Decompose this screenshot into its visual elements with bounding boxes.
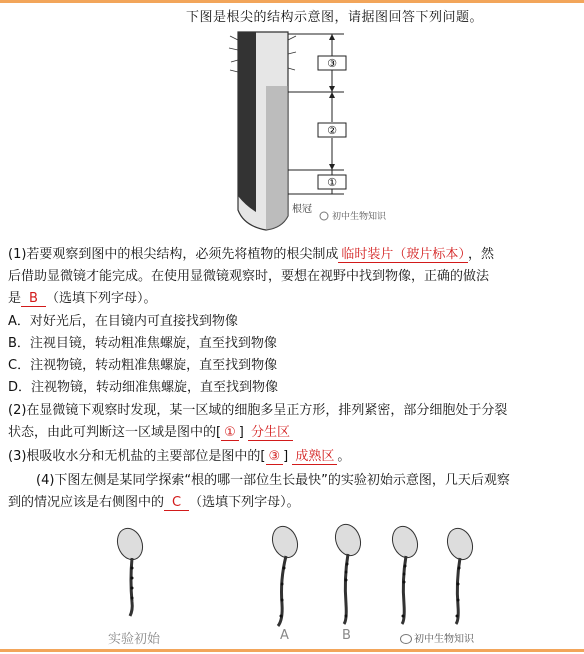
q2-bracket: ]: [238, 425, 244, 440]
q2-line2: [8, 422, 293, 444]
q4-answer: C: [164, 495, 189, 511]
q1-option-a: A．对好光后，在目镜内可直接找到物像: [8, 314, 238, 329]
seedling-c: [388, 523, 421, 624]
intro-text: 下图是根尖的结构示意图，请据图回答下列问题。: [186, 10, 484, 25]
q1-line3: [8, 288, 156, 310]
q2-line2-text: 状态，由此可判断这一区域是图中的[: [8, 425, 222, 440]
q4-line2-end: （选填下列字母）。: [189, 495, 300, 510]
q2-answer: 分生区: [248, 425, 293, 441]
q1-answer2: B: [21, 291, 46, 307]
q2-num: ①: [221, 425, 239, 441]
top-border: [0, 0, 584, 3]
q4-line1: (4)下图左侧是某同学探索“根的哪一部位生长最快”的实验初始示意图，几天后观察: [36, 473, 510, 488]
q1-option-d: D．注视物镜，转动细准焦螺旋，直至找到物像: [8, 380, 279, 395]
q4-line2-text: 到的情况应该是右侧图中的: [8, 495, 165, 510]
q1-line2: 后借助显微镜才能完成。在使用显微镜观察时，要想在视野中找到物像，正确的做法: [8, 269, 490, 284]
q1-option-b: B．注视目镜，转动粗准焦螺旋，直至找到物像: [8, 336, 277, 351]
seedlings-figure: [100, 520, 530, 650]
q1-line1: [8, 244, 494, 266]
q4-line2: [8, 492, 300, 514]
caption-b: B: [342, 628, 351, 643]
q3-answer: 成熟区: [292, 449, 337, 465]
root-shade: [266, 86, 288, 230]
seedling-b: [331, 521, 364, 624]
watermark-logo-icon: [400, 634, 412, 644]
label-1: ①: [327, 176, 337, 189]
q1-option-c: C．注视物镜，转动粗准焦螺旋，直至找到物像: [8, 358, 278, 373]
root-tip-diagram: [226, 26, 416, 234]
seedlings-watermark-text: 初中生物知识: [414, 634, 474, 645]
seedling-d: [443, 525, 476, 624]
seedlings-watermark: [400, 630, 474, 645]
caption-initial: 实验初始: [108, 632, 161, 647]
label-2: ②: [327, 124, 337, 137]
q3-end: 。: [337, 449, 351, 464]
q3-text: (3)根吸收水分和无机盐的主要部位是图中的[: [8, 449, 266, 464]
q1-line1-text: (1)若要观察到图中的根尖结构，必须先将植物的根尖制成: [8, 247, 339, 262]
q3-line: [8, 446, 350, 468]
root-tip-svg: [226, 26, 416, 234]
seedling-initial: [113, 525, 146, 616]
caption-a: A: [280, 628, 289, 643]
q2-line1: (2)在显微镜下观察时发现，某一区域的细胞多呈正方形，排列紧密，部分细胞处于分裂: [8, 403, 508, 418]
watermark-text: 初中生物知识: [332, 212, 387, 222]
q1-line3-text: 是: [8, 291, 22, 306]
q1-answer1: 临时装片（玻片标本）: [338, 247, 468, 263]
q1-line1-end: ，然: [467, 247, 494, 262]
root-dark-side: [238, 32, 256, 212]
q3-num: ③: [266, 449, 284, 465]
label-3: ③: [327, 57, 337, 70]
q3-bracket: ]: [283, 449, 289, 464]
rootcap-label: 根冠: [292, 204, 312, 215]
watermark-icon: [320, 212, 328, 220]
q1-line3-end: （选填下列字母）。: [45, 291, 157, 306]
seedling-a: [268, 523, 301, 626]
